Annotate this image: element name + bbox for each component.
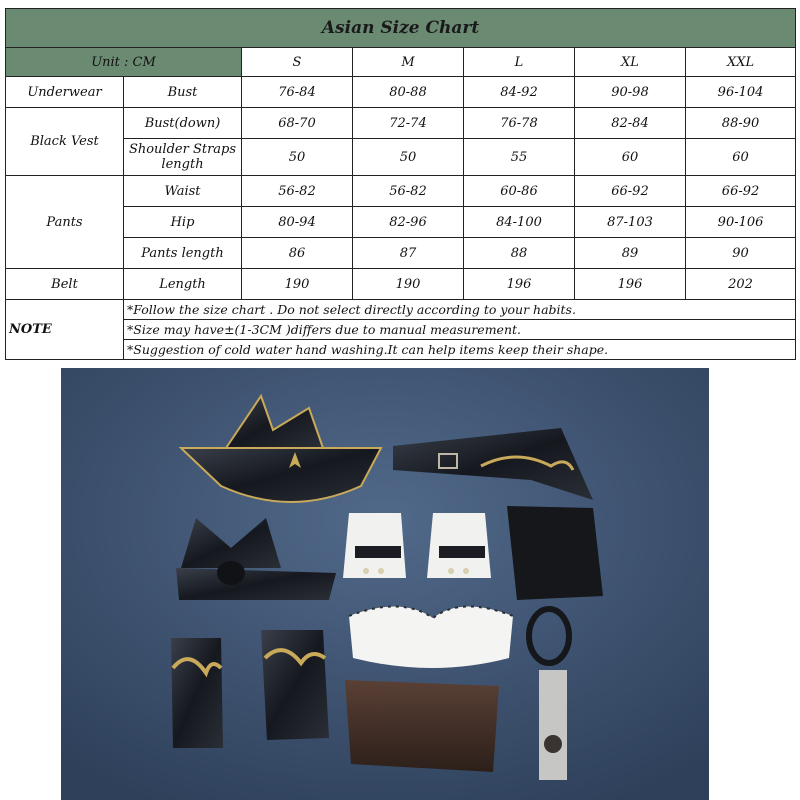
note-label: NOTE — [6, 300, 124, 360]
table-row — [6, 238, 796, 269]
table-cell: 202 — [686, 269, 796, 300]
table-row — [6, 207, 796, 238]
group-label: Belt — [6, 269, 124, 300]
chart-title: Asian Size Chart — [6, 9, 796, 48]
note-row — [6, 320, 796, 340]
group-label: Underwear — [6, 77, 124, 108]
table-row — [6, 139, 796, 176]
measure-label: Bust — [124, 77, 242, 108]
measure-label: Pants length — [124, 238, 242, 269]
table-cell: 66-92 — [575, 176, 686, 207]
unit-label: Unit : CM — [6, 48, 242, 77]
measure-label: Bust(down) — [124, 108, 242, 139]
table-cell: 88 — [464, 238, 575, 269]
table-cell: 56-82 — [242, 176, 353, 207]
table-cell: 86 — [242, 238, 353, 269]
table-cell: 66-92 — [686, 176, 796, 207]
table-cell: 76-78 — [464, 108, 575, 139]
table-cell: 80-88 — [353, 77, 464, 108]
size-header: XL — [575, 48, 686, 77]
tag-card-item — [539, 670, 567, 780]
size-header: M — [353, 48, 464, 77]
table-cell: 96-104 — [686, 77, 796, 108]
table-row — [6, 77, 796, 108]
table-cell: 82-84 — [575, 108, 686, 139]
table-cell: 88-90 — [686, 108, 796, 139]
pants-item — [345, 680, 499, 772]
product-photo — [61, 368, 709, 800]
group-label: Pants — [6, 176, 124, 269]
table-cell: 87-103 — [575, 207, 686, 238]
measure-label: Shoulder Straps length — [124, 139, 242, 176]
table-cell: 190 — [242, 269, 353, 300]
table-row — [6, 269, 796, 300]
table-cell: 68-70 — [242, 108, 353, 139]
note-line: *Suggestion of cold water hand washing.It can help items keep their shape. — [124, 340, 796, 360]
size-header: S — [242, 48, 353, 77]
measure-label: Hip — [124, 207, 242, 238]
table-cell: 60 — [575, 139, 686, 176]
black-vest-item — [507, 506, 603, 600]
size-header: L — [464, 48, 575, 77]
table-cell: 76-84 — [242, 77, 353, 108]
table-cell: 50 — [353, 139, 464, 176]
table-row — [6, 108, 796, 139]
measure-label: Length — [124, 269, 242, 300]
note-line: *Follow the size chart . Do not select directly according to your habits. — [124, 300, 796, 320]
table-cell: 82-96 — [353, 207, 464, 238]
table-row — [6, 176, 796, 207]
size-header: XXL — [686, 48, 796, 77]
table-cell: 55 — [464, 139, 575, 176]
table-cell: 50 — [242, 139, 353, 176]
table-cell: 196 — [464, 269, 575, 300]
table-cell: 90-106 — [686, 207, 796, 238]
table-cell: 190 — [353, 269, 464, 300]
table-cell: 60 — [686, 139, 796, 176]
table-cell: 72-74 — [353, 108, 464, 139]
table-cell: 90 — [686, 238, 796, 269]
group-label: Black Vest — [6, 108, 124, 176]
table-cell: 56-82 — [353, 176, 464, 207]
size-chart-table — [5, 8, 796, 360]
table-cell: 90-98 — [575, 77, 686, 108]
table-cell: 89 — [575, 238, 686, 269]
note-line: *Size may have±(1-3CM )differs due to manual measurement. — [124, 320, 796, 340]
table-cell: 87 — [353, 238, 464, 269]
table-cell: 60-86 — [464, 176, 575, 207]
note-row — [6, 340, 796, 360]
table-cell: 84-100 — [464, 207, 575, 238]
table-cell: 84-92 — [464, 77, 575, 108]
table-cell: 80-94 — [242, 207, 353, 238]
note-row — [6, 300, 796, 320]
measure-label: Waist — [124, 176, 242, 207]
table-cell: 196 — [575, 269, 686, 300]
